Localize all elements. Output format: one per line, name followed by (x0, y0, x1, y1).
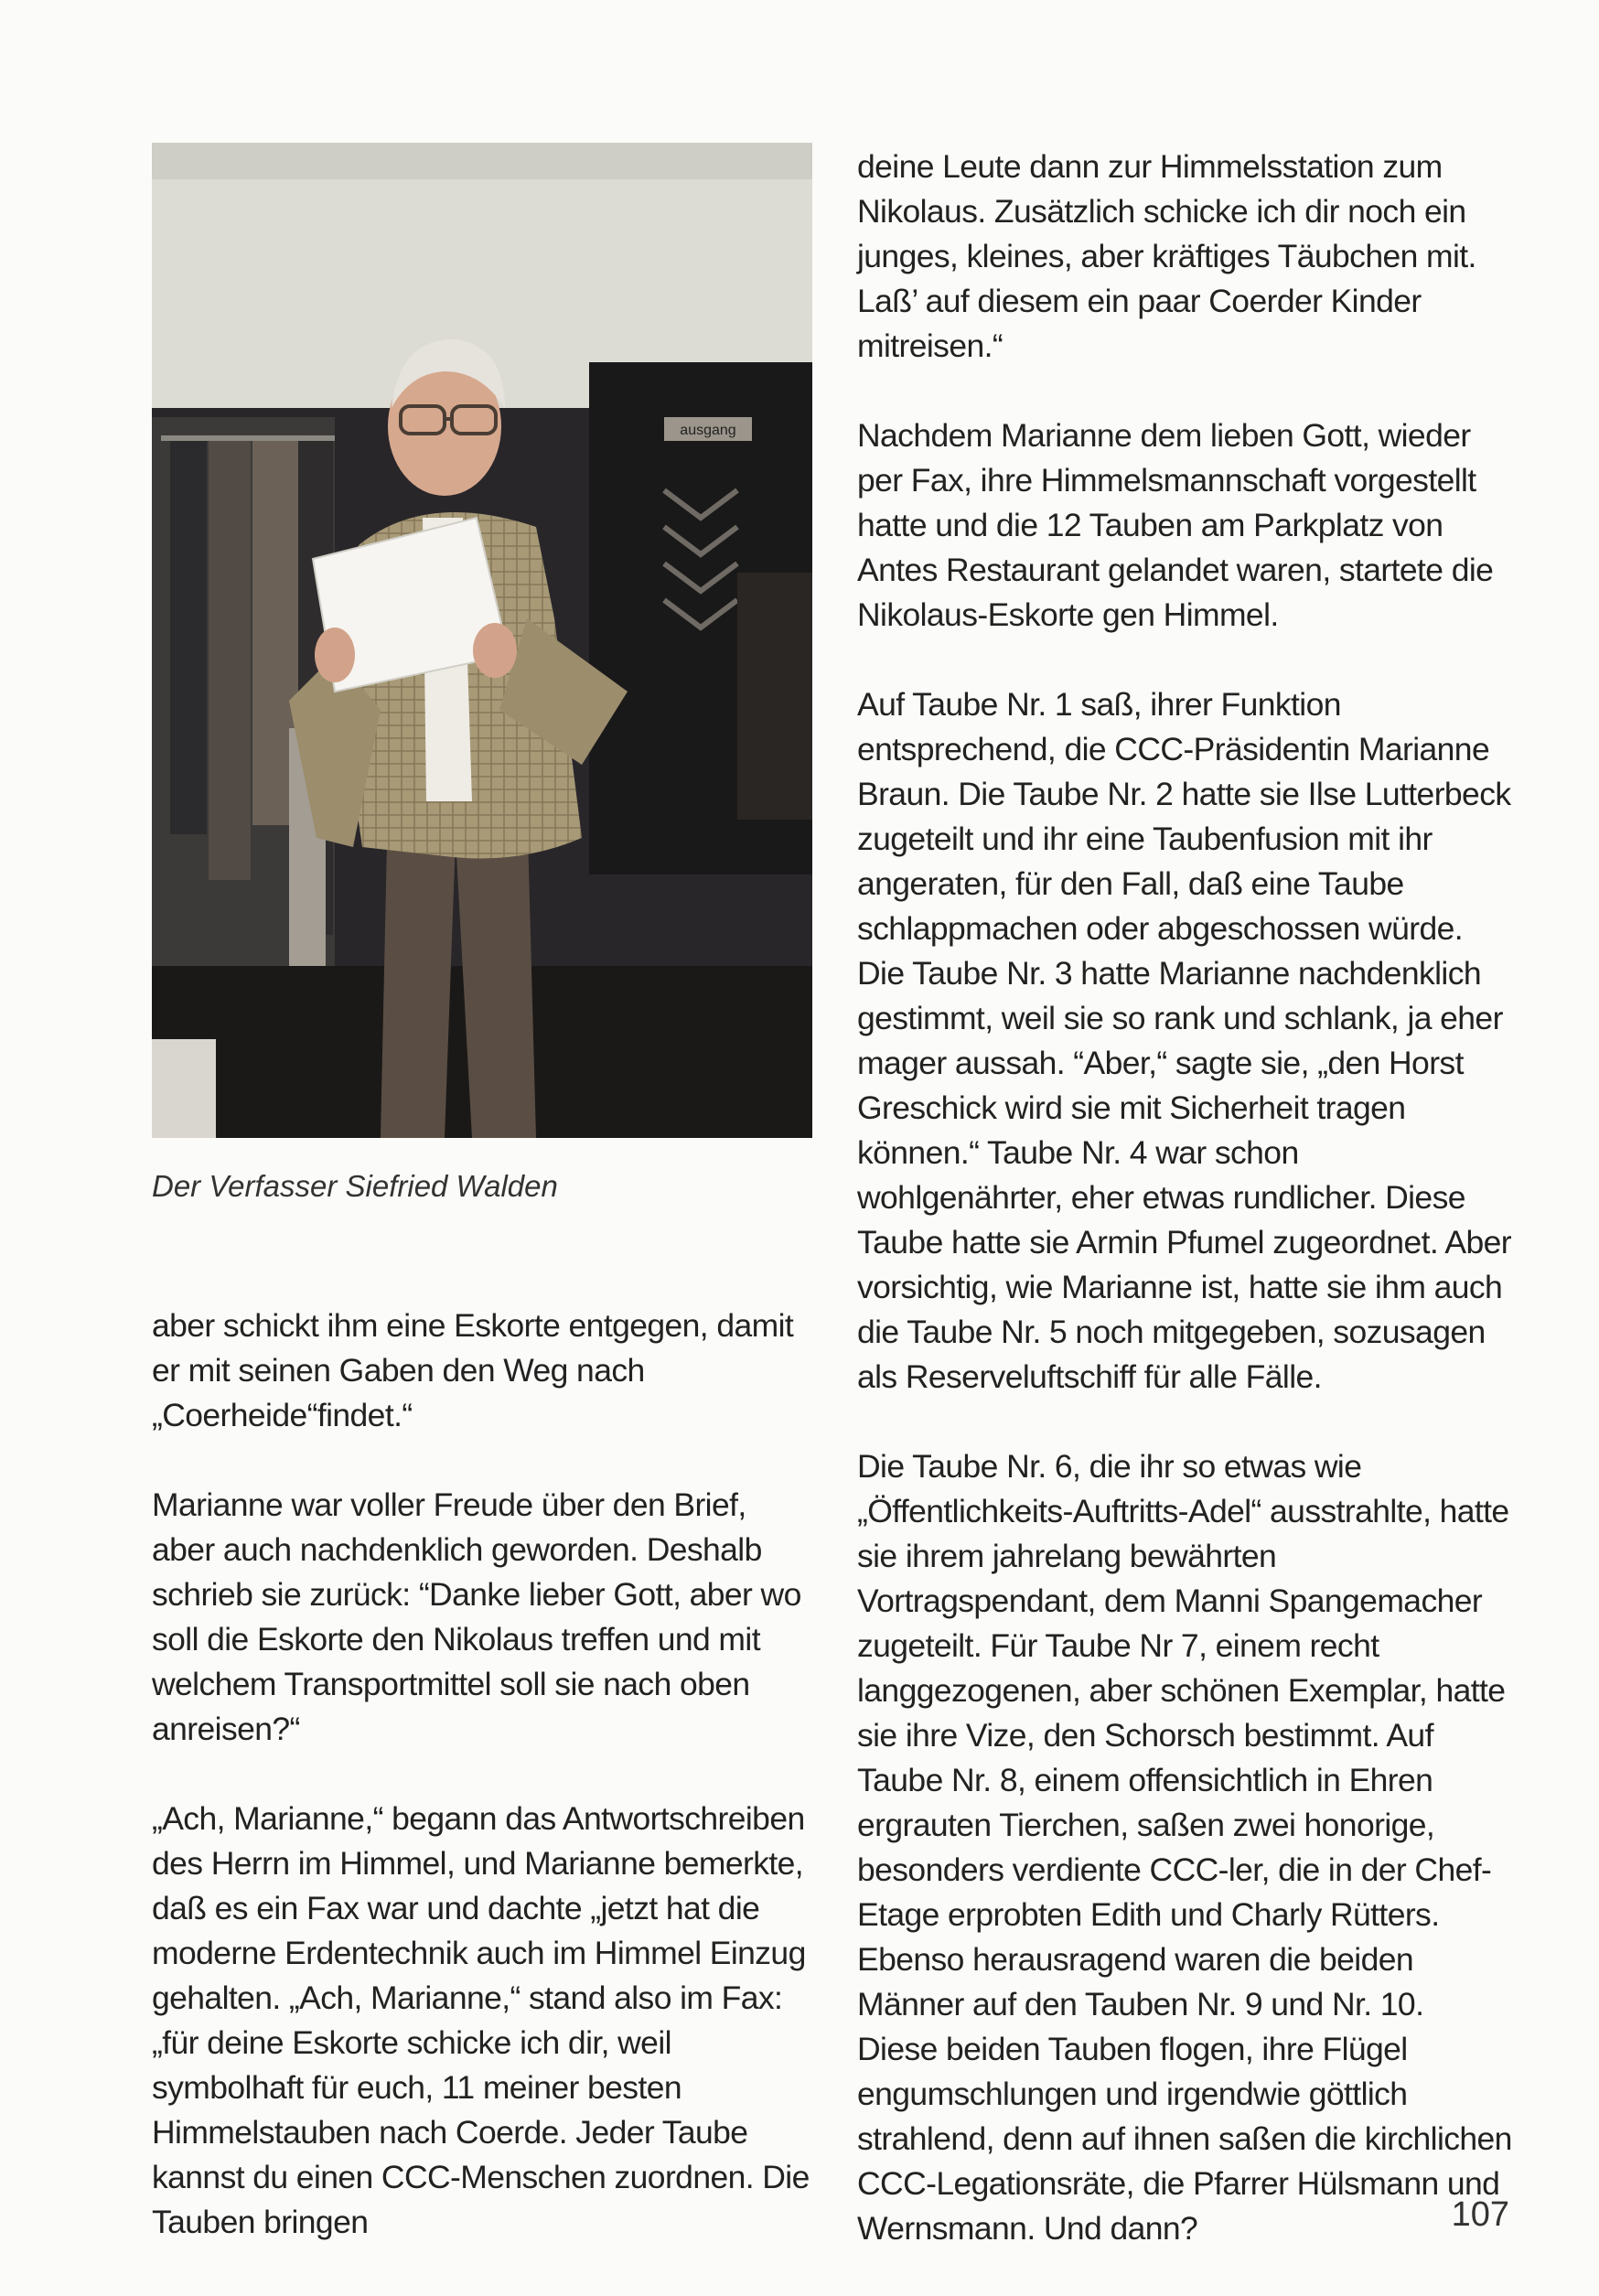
paragraph: Die Taube Nr. 6, die ihr so etwas wie „Öffentlichkeits-Auftritts-Adel“ ausstrahlte, hatte sie ihrem jahrelang bewährten Vortragspendant, dem Manni Spangemacher zugeteilt. Für Taube Nr 7, einem recht langgezogenen, aber schönen Exemplar, hatte sie ihre Vize, den Schorsch bestimmt. Auf Taube Nr. 8, einem offensichtlich in Ehren ergrauten Tierchen, saßen zwei honorige, besonders verdiente CCC-ler, die in der Chef-Etage erprobten Edith und Charly Rütters. Ebenso herausragend waren die beiden Männer auf den Tauben Nr. 9 und Nr. 10. Diese beiden Tauben flogen, ihre Flügel engumschlungen und irgendwie göttlich strahlend, denn auf ihnen saßen die kirchlichen CCC-Legationsräte, die Pfarrer Hülsmann und Wernsmann. Und dann? (857, 1448, 1512, 2247)
left-text-column (152, 1304, 810, 2290)
right-text-column (857, 145, 1512, 2296)
paragraph: Auf Taube Nr. 1 saß, ihrer Funktion entsprechend, die CCC-Präsidentin Marianne Braun. Die Taube Nr. 2 hatte sie Ilse Lutterbeck zugeteilt und ihr eine Taubenfusion mit ihr angeraten, für den Fall, daß eine Taube schlappmachen oder abgeschossen würde. Die Taube Nr. 3 hatte Marianne nachdenklich gestimmt, weil sie so rank und schlank, ja eher mager aussah. “Aber,“ sagte sie, „den Horst Greschick wird sie mit Sicherheit tragen können.“ Taube Nr. 4 war schon wohlgenährter, eher etwas rundlicher. Diese Taube hatte sie Armin Pfumel zugeordnet. Aber vorsichtig, wie Marianne ist, hatte sie ihm auch die Taube Nr. 5 noch mitgegeben, sozusagen als Reserveluftschiff für alle Fälle. (857, 686, 1511, 1395)
exit-sign-text: ausgang (680, 423, 736, 438)
page-number: 107 (1451, 2195, 1509, 2234)
paragraph: aber schickt ihm eine Eskorte entgegen, damit er mit seinen Gaben den Weg nach „Coerheide“findet.“ (152, 1307, 794, 1433)
paragraph: deine Leute dann zur Himmelsstation zum Nikolaus. Zusätzlich schicke ich dir noch ein junges, kleines, aber kräftiges Täubchen mit. Laß’ auf diesem ein paar Coerder Kinder mitreisen.“ (857, 148, 1476, 364)
paragraph: Marianne war voller Freude über den Brief, aber auch nachdenklich geworden. Deshalb schrieb sie zurück: “Danke lieber Gott, aber wo soll die Eskorte den Nikolaus treffen und mit welchem Transportmittel soll sie nach oben anreisen?“ (152, 1486, 801, 1747)
paragraph: Nachdem Marianne dem lieben Gott, wieder per Fax, ihre Himmelsmannschaft vorgestellt hatte und die 12 Tauben am Parkplatz von Antes Restaurant gelandet waren, startete die Nikolaus-Eskorte gen Himmel. (857, 417, 1494, 633)
author-photo (152, 143, 812, 1138)
photo-caption: Der Verfasser Siefried Walden (152, 1169, 558, 1203)
paragraph: „Ach, Marianne,“ begann das Antwortschreiben des Herrn im Himmel, und Marianne bemerkte, daß es ein Fax war und dachte „jetzt hat die moderne Erdentechnik auch im Himmel Einzug gehalten. „Ach, Marianne,“ stand also im Fax: „für deine Eskorte schicke ich dir, weil symbolhaft für euch, 11 meiner besten Himmelstauben nach Coerde. Jeder Taube kannst du einen CCC-Menschen zuordnen. Die Tauben bringen (152, 1800, 810, 2240)
author-photo-illustration (152, 143, 812, 1138)
